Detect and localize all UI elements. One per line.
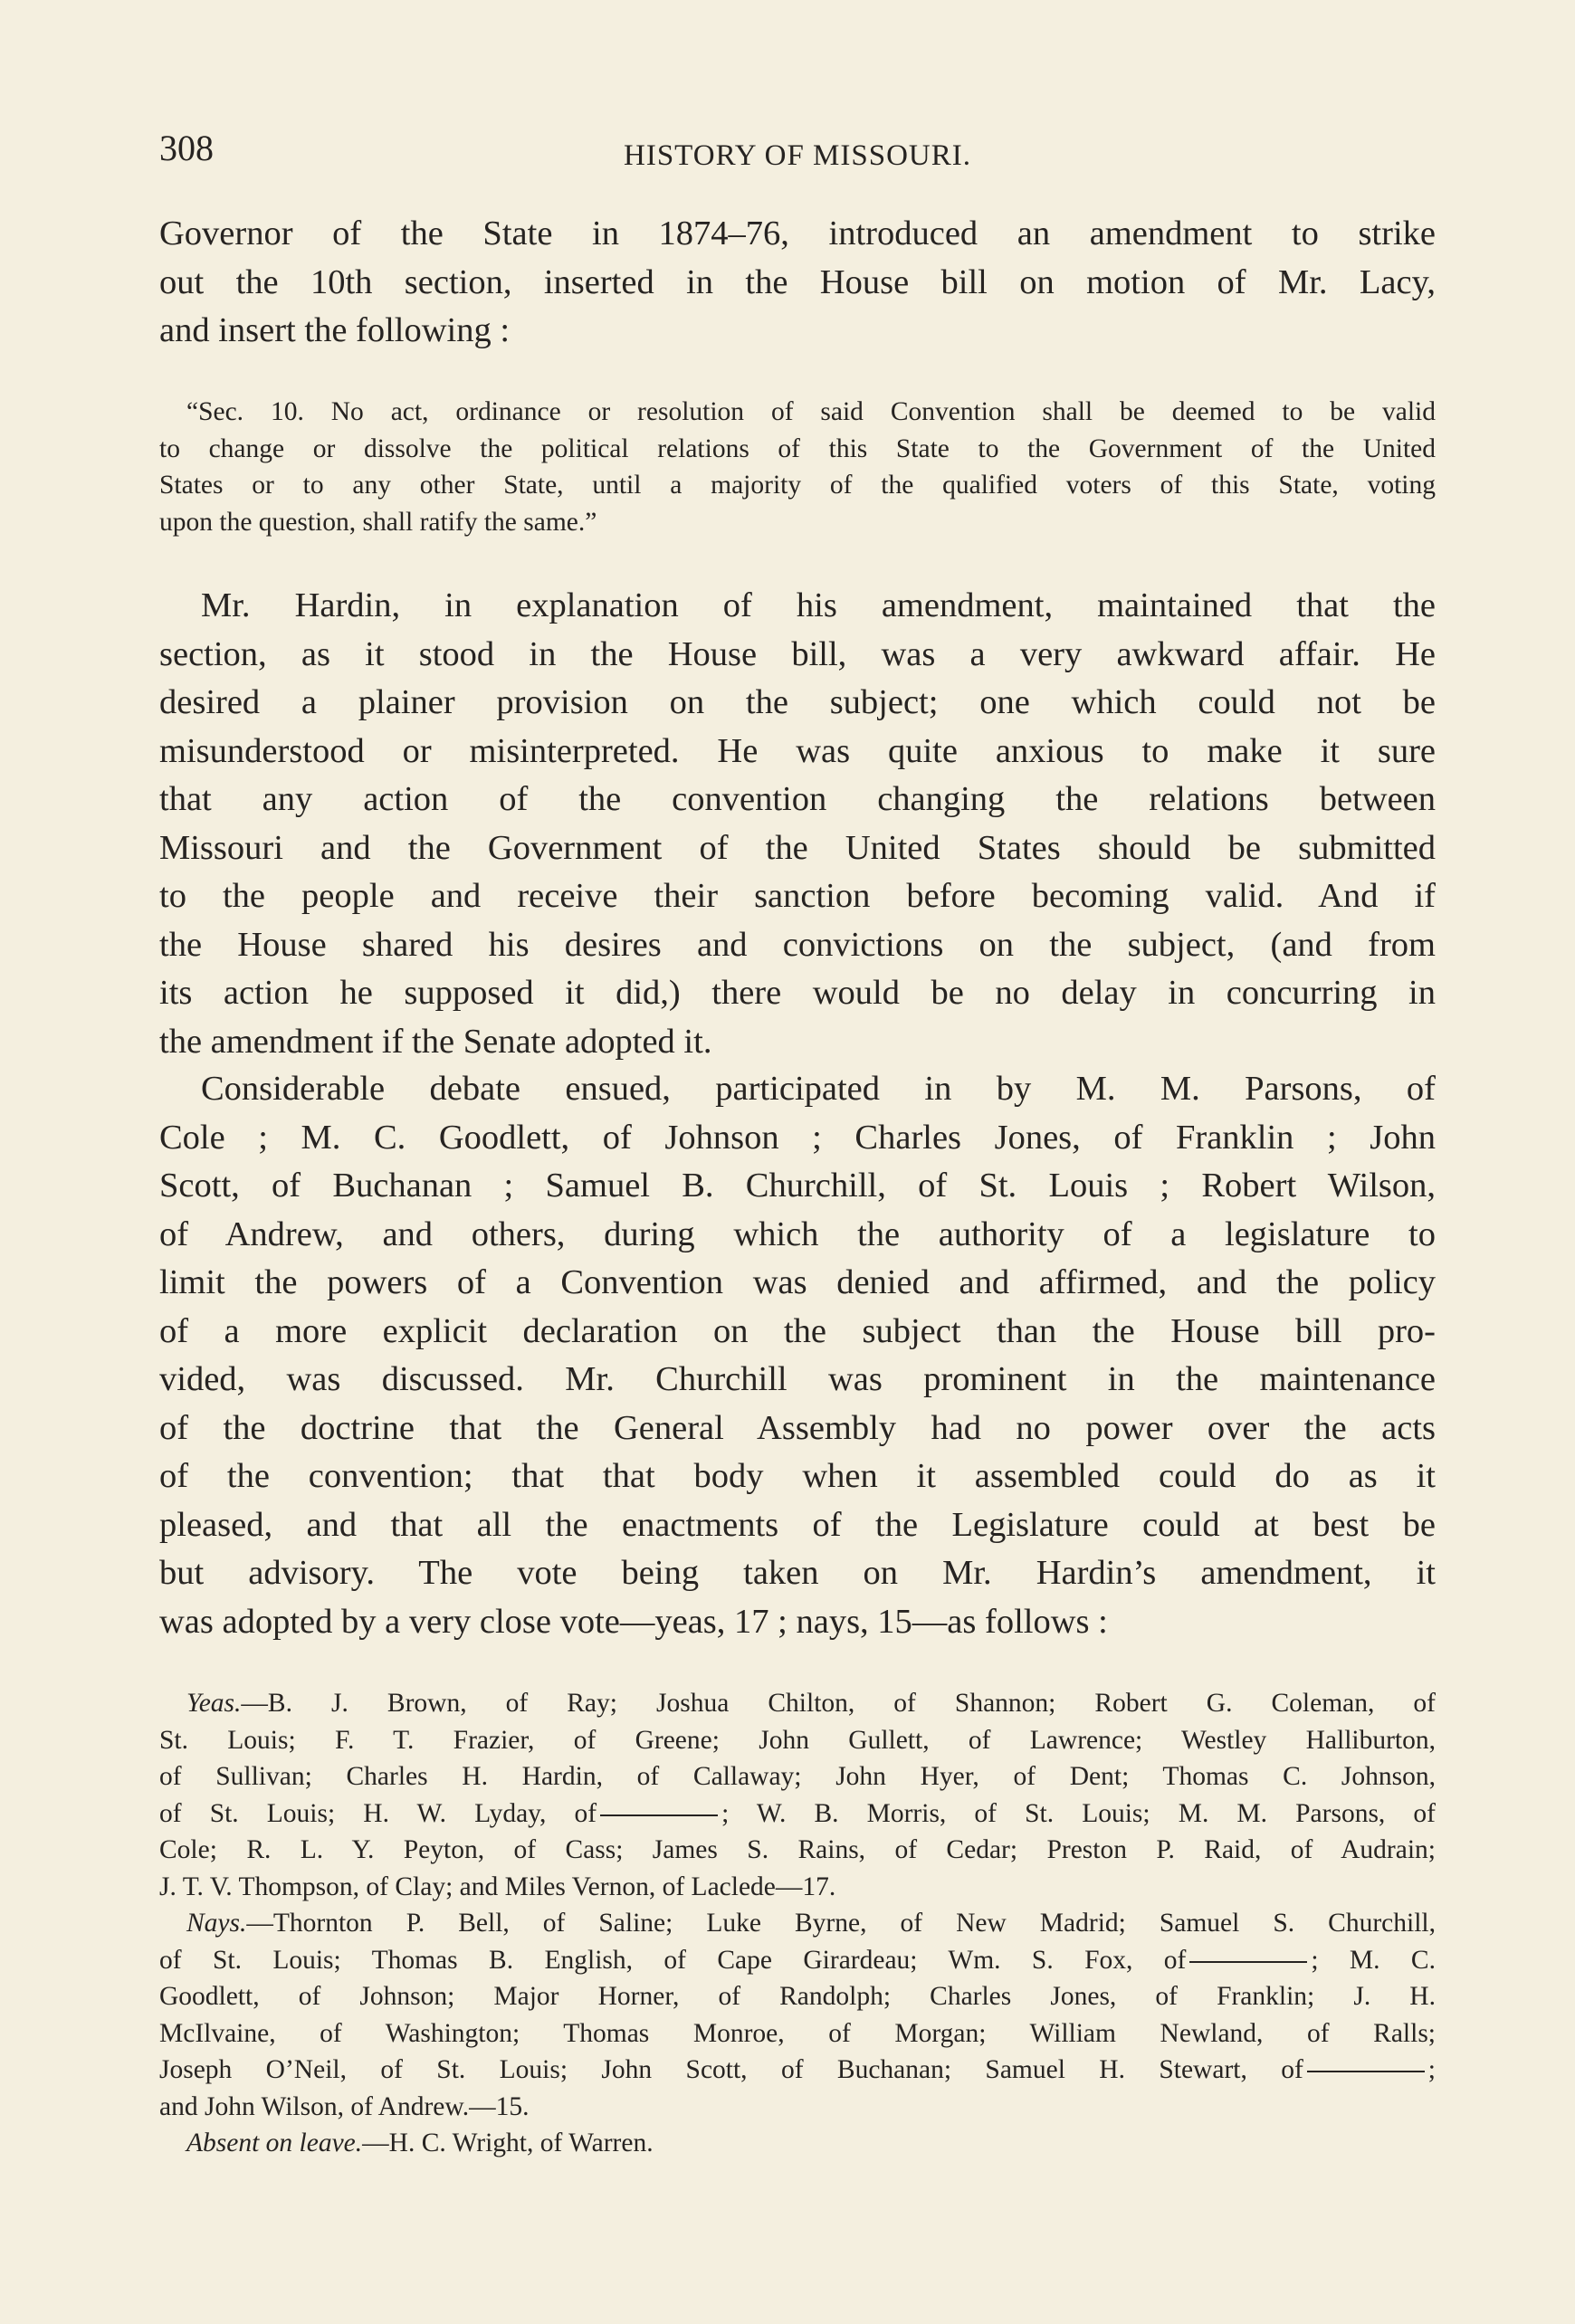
text-line: limit the powers of a Convention was denied and affirmed, and the policy	[159, 1263, 1436, 1301]
text-line: of Andrew, and others, during which the authority of a legislature to	[159, 1214, 1436, 1253]
text-line: section, as it stood in the House bill, was a very awkward affair. He	[159, 634, 1436, 673]
text-line: but advisory. The vote being taken on Mr. Hardin’s amendment, it	[159, 1554, 1436, 1592]
blank-dash	[1189, 1961, 1307, 1963]
text-line: Scott, of Buchanan ; Samuel B. Churchill, of St. Louis ; Robert Wilson,	[159, 1167, 1436, 1205]
text-line: Considerable debate ensued, participated in by M. M. Parsons, of	[201, 1070, 1436, 1108]
vote-absent	[159, 2125, 1436, 2162]
text-line: Yeas.—B. J. Brown, of Ray; Joshua Chilton, of Shannon; Robert G. Coleman, of	[186, 1689, 1436, 1718]
text-line: of a more explicit declaration on the subject than the House bill pro-	[159, 1311, 1436, 1350]
text-line: and insert the following :	[159, 311, 511, 349]
text-line: Goodlett, of Johnson; Major Horner, of Randolph; Charles Jones, of Franklin; J. H.	[159, 1982, 1436, 2011]
text-line: McIlvaine, of Washington; Thomas Monroe, of Morgan; William Newland, of Ralls;	[159, 2018, 1436, 2048]
running-title: HISTORY OF MISSOURI.	[624, 139, 971, 172]
text-line: desired a plainer provision on the subject; one which could not be	[159, 683, 1436, 721]
yeas-label: Yeas.	[186, 1689, 242, 1718]
text-line: to change or dissolve the political relations of this State to the Government of the United	[159, 433, 1436, 463]
text-line: Mr. Hardin, in explanation of his amendment, maintained that the	[201, 586, 1436, 624]
text-line: to the people and receive their sanction before becoming valid. And if	[159, 877, 1436, 915]
text-line: “Sec. 10. No act, ordinance or resolution of said Convention shall be deemed to be valid	[186, 397, 1436, 426]
text-line: upon the question, shall ratify the same.”	[159, 507, 597, 537]
text-line: Governor of the State in 1874–76, introduced an amendment to strike	[159, 214, 1436, 252]
blank-dash	[1307, 2071, 1425, 2072]
text-line: J. T. V. Thompson, of Clay; and Miles Vernon, of Laclede—17.	[159, 1872, 836, 1901]
absent-label: Absent on leave.	[186, 2129, 363, 2157]
text-line: of the doctrine that the General Assembly had no power over the acts	[159, 1408, 1436, 1447]
quoted-section	[159, 394, 1436, 540]
blank-dash	[600, 1814, 718, 1816]
nays-label: Nays.	[186, 1909, 247, 1938]
text-line: out the 10th section, inserted in the House bill on motion of Mr. Lacy,	[159, 262, 1436, 301]
text-line: the amendment if the Senate adopted it.	[159, 1022, 712, 1061]
text-line: of Sullivan; Charles H. Hardin, of Callaway; John Hyer, of Dent; Thomas C. Johnson,	[159, 1762, 1436, 1791]
text-line: pleased, and that all the enactments of the Legislature could at best be	[159, 1505, 1436, 1544]
page-header	[159, 127, 1436, 181]
text-line: Nays.—Thornton P. Bell, of Saline; Luke Byrne, of New Madrid; Samuel S. Churchill,	[186, 1909, 1436, 1938]
text-line: States or to any other State, until a majority of the qualified voters of this State, voting	[159, 471, 1436, 500]
text-line: Cole ; M. C. Goodlett, of Johnson ; Charles Jones, of Franklin ; John	[159, 1118, 1436, 1157]
text-line: misunderstood or misinterpreted. He was quite anxious to make it sure	[159, 731, 1436, 770]
text-line: of St. Louis; Thomas B. English, of Cape Girardeau; Wm. S. Fox, of ; M. C.	[159, 1945, 1436, 1975]
page-number: 308	[159, 128, 214, 168]
hardin-paragraph	[159, 582, 1436, 1066]
text-line: of St. Louis; H. W. Lyday, of ; W. B. Morris, of St. Louis; M. M. Parsons, of	[159, 1798, 1436, 1828]
text-line: Cole; R. L. Y. Peyton, of Cass; James S. Rains, of Cedar; Preston P. Raid, of Audrain;	[159, 1835, 1436, 1864]
text-line: and John Wilson, of Andrew.—15.	[159, 2091, 530, 2121]
text-line: that any action of the convention changing the relations between	[159, 780, 1436, 818]
text-line: Joseph O’Neil, of St. Louis; John Scott, of Buchanan; Samuel H. Stewart, of ;	[159, 2055, 1436, 2084]
vote-nays	[159, 1905, 1436, 2125]
text-line: of the convention; that that body when it assembled could do as it	[159, 1457, 1436, 1495]
text-line: vided, was discussed. Mr. Churchill was prominent in the maintenance	[159, 1360, 1436, 1398]
vote-yeas	[159, 1685, 1436, 1905]
text-line: Absent on leave.—H. C. Wright, of Warren.	[186, 2129, 654, 2157]
text-line: Missouri and the Government of the United States should be submitted	[159, 828, 1436, 867]
debate-paragraph	[159, 1065, 1436, 1646]
text-line: St. Louis; F. T. Frazier, of Greene; John Gullett, of Lawrence; Westley Halliburton,	[159, 1725, 1436, 1755]
intro-paragraph	[159, 210, 1436, 356]
text-line: its action he supposed it did,) there would be no delay in concurring in	[159, 974, 1436, 1012]
text-line: was adopted by a very close vote—yeas, 17 ; nays, 15—as follows :	[159, 1602, 1108, 1641]
text-line: the House shared his desires and convictions on the subject, (and from	[159, 925, 1436, 964]
